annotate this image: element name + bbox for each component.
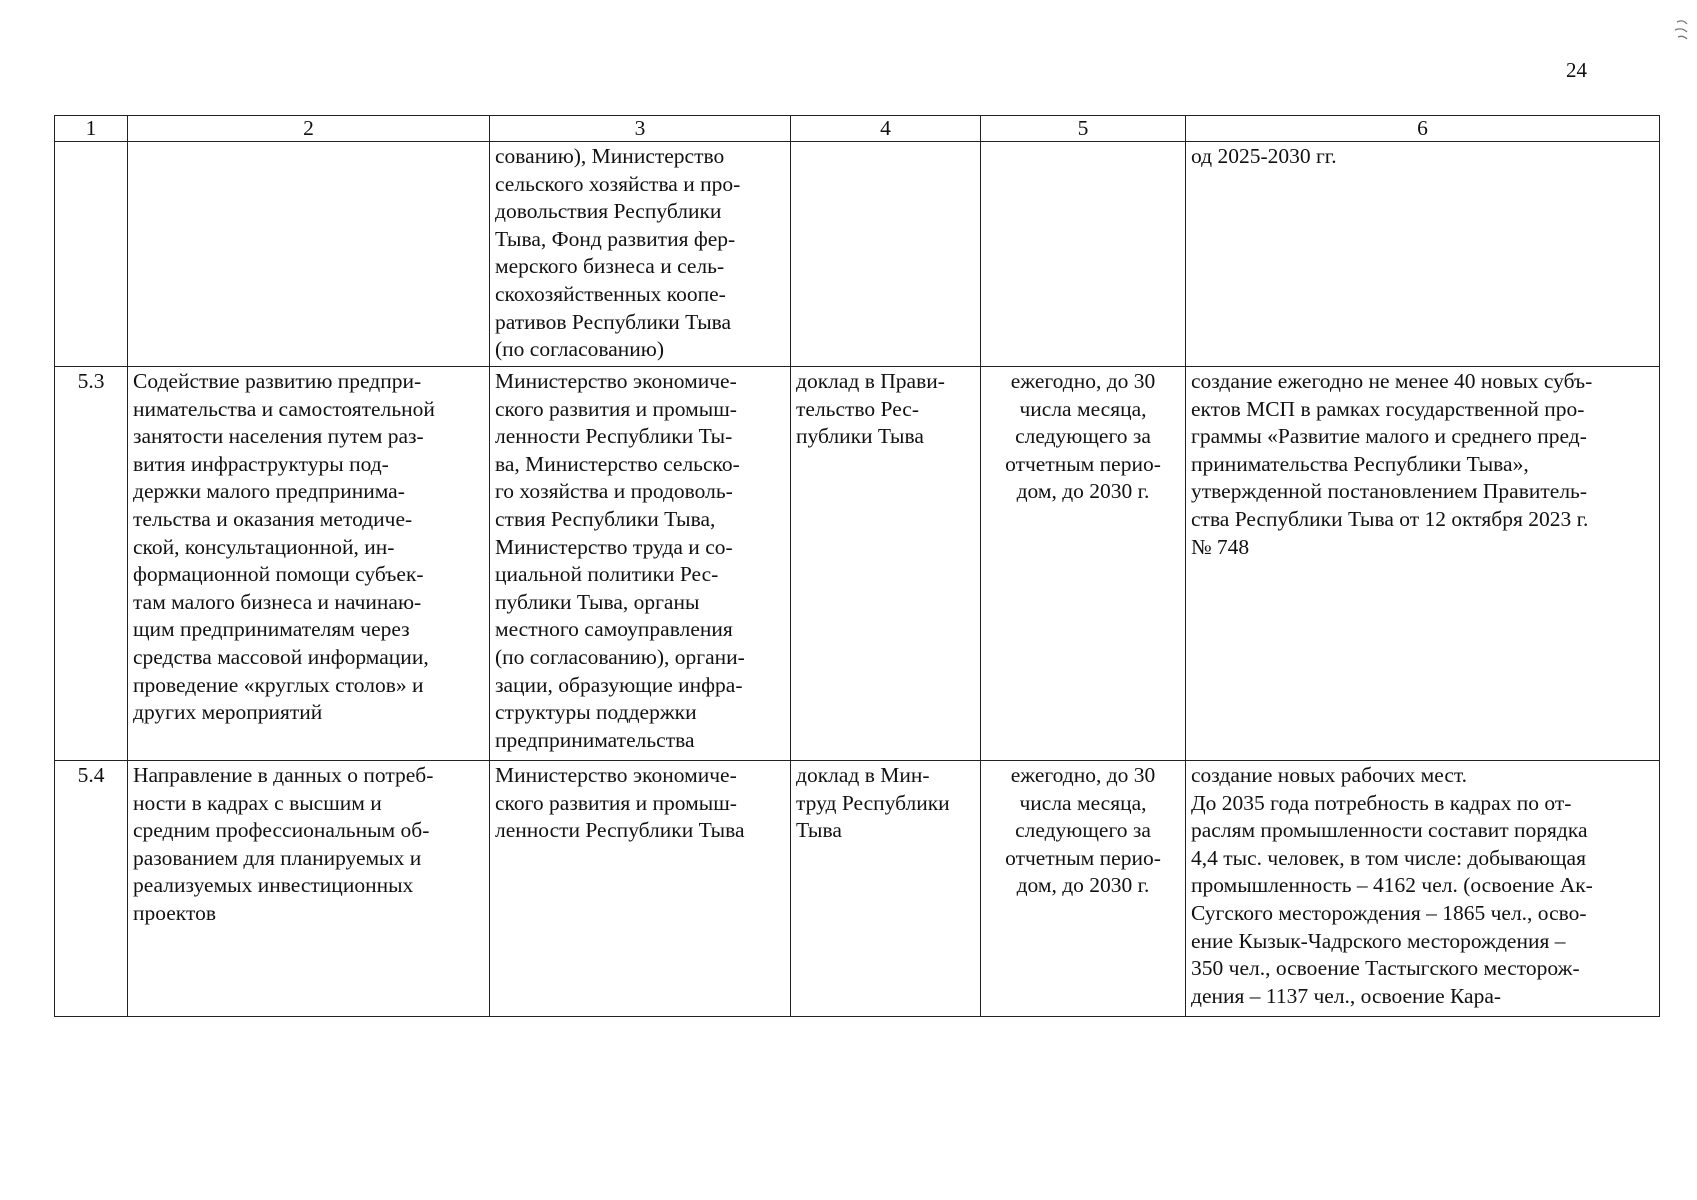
table-row bbox=[55, 142, 1660, 367]
cell-text-line: занятости населения путем раз- bbox=[133, 424, 424, 449]
cell-executors bbox=[490, 142, 791, 367]
cell-report-form bbox=[791, 367, 981, 761]
cell-deadline bbox=[981, 367, 1186, 761]
cell-text-line: скохозяйственных коопе- bbox=[495, 281, 726, 306]
cell-text-line: ствия Республики Тыва, bbox=[495, 506, 716, 531]
cell-text-line: зации, образующие инфра- bbox=[495, 672, 743, 697]
cell-text-line: местного самоуправления bbox=[495, 617, 733, 642]
cell-text-line: создание ежегодно не менее 40 новых субъ- bbox=[1191, 369, 1593, 393]
cell-text-line: дения – 1137 чел., освоение Кара- bbox=[1191, 983, 1502, 1008]
cell-text-line: го хозяйства и продоволь- bbox=[495, 479, 733, 504]
cell-text-line: ение Кызык-Чадрского месторождения – bbox=[1191, 928, 1566, 953]
cell-measure bbox=[128, 142, 490, 367]
cell-text-line: Министерство труда и со- bbox=[495, 534, 733, 559]
cell-text-line: доклад в Мин- bbox=[796, 763, 930, 787]
cell-text-line: реализуемых инвестиционных bbox=[133, 873, 414, 898]
cell-text-line: структуры поддержки bbox=[495, 700, 697, 725]
cell-text-line: тельство Рес- bbox=[796, 396, 919, 421]
cell-text-line: других мероприятий bbox=[133, 700, 323, 725]
header-col-1: 1 bbox=[55, 116, 128, 142]
cell-text-line: там малого бизнеса и начинаю- bbox=[133, 589, 422, 614]
cell-text-line: числа месяца, bbox=[1019, 790, 1147, 815]
cell-text-line: разованием для планируемых и bbox=[133, 845, 422, 870]
cell-text-line: Сугского месторождения – 1865 чел., осво- bbox=[1191, 900, 1587, 925]
cell-text-line: дом, до 2030 г. bbox=[1016, 479, 1150, 504]
cell-text-line: щим предпринимателям через bbox=[133, 617, 410, 642]
header-col-6: 6 bbox=[1186, 116, 1660, 142]
cell-executors bbox=[490, 367, 791, 761]
cell-number: 5.3 bbox=[55, 367, 128, 761]
cell-text-line: (по согласованию), органи- bbox=[495, 644, 745, 669]
cell-text-line: ленности Республики Тыва bbox=[495, 818, 745, 843]
cell-text-line: следующего за bbox=[1015, 424, 1151, 449]
cell-number: 5.4 bbox=[55, 761, 128, 1017]
cell-text-line: граммы «Развитие малого и среднего пред- bbox=[1191, 424, 1587, 449]
cell-result bbox=[1186, 761, 1660, 1017]
cell-text-line: отчетным перио- bbox=[1005, 845, 1161, 870]
header-col-5: 5 bbox=[981, 116, 1186, 142]
cell-text-line: № 748 bbox=[1191, 534, 1250, 559]
cell-text-line: дом, до 2030 г. bbox=[1016, 873, 1150, 898]
cell-deadline bbox=[981, 761, 1186, 1017]
cell-text-line: ности в кадрах с высшим и bbox=[133, 790, 382, 815]
cell-text-line: ративов Республики Тыва bbox=[495, 309, 732, 334]
cell-text-line: тельства и оказания методиче- bbox=[133, 506, 413, 531]
header-col-4: 4 bbox=[791, 116, 981, 142]
cell-report-form bbox=[791, 142, 981, 367]
cell-text-line: Министерство экономиче- bbox=[495, 763, 737, 787]
cell-text-line: ектов МСП в рамках государственной про- bbox=[1191, 396, 1585, 421]
cell-text-line: (по согласованию) bbox=[495, 337, 665, 362]
cell-text-line: ежегодно, до 30 bbox=[1010, 763, 1156, 787]
cell-text-line: ской, консультационной, ин- bbox=[133, 534, 395, 559]
cell-text-line: предпринимательства bbox=[495, 727, 695, 752]
cell-text-line: ва, Министерство сельско- bbox=[495, 451, 740, 476]
cell-text-line: сельского хозяйства и про- bbox=[495, 171, 741, 196]
cell-text-line: 350 чел., освоение Тастыгского месторож- bbox=[1191, 956, 1580, 981]
cell-text-line: од 2025-2030 гг. bbox=[1191, 144, 1337, 168]
cell-text-line: довольствия Республики bbox=[495, 199, 722, 224]
cell-text-line: циальной политики Рес- bbox=[495, 562, 719, 587]
cell-text-line: ского развития и промыш- bbox=[495, 790, 737, 815]
scan-mark bbox=[1673, 18, 1691, 44]
cell-text-line: ства Республики Тыва от 12 октября 2023 г. bbox=[1191, 506, 1589, 531]
header-col-3: 3 bbox=[490, 116, 791, 142]
cell-text-line: публики Тыва bbox=[796, 424, 924, 449]
table-row bbox=[55, 761, 1660, 1017]
cell-text-line: утвержденной постановлением Правитель- bbox=[1191, 479, 1588, 504]
cell-number bbox=[55, 142, 128, 367]
cell-text-line: ского развития и промыш- bbox=[495, 396, 737, 421]
cell-text-line: средства массовой информации, bbox=[133, 644, 429, 669]
cell-text-line: принимательства Республики Тыва», bbox=[1191, 451, 1529, 476]
cell-text-line: отчетным перио- bbox=[1005, 451, 1161, 476]
cell-text-line: формационной помощи субъек- bbox=[133, 562, 424, 587]
cell-text-line: создание новых рабочих мест. bbox=[1191, 763, 1468, 787]
cell-text-line: До 2035 года потребность в кадрах по от- bbox=[1191, 790, 1572, 815]
cell-text-line: 4,4 тыс. человек, в том числе: добывающая bbox=[1191, 845, 1586, 870]
cell-measure bbox=[128, 761, 490, 1017]
cell-text-line: держки малого предпринима- bbox=[133, 479, 405, 504]
measures-table bbox=[54, 115, 1660, 1017]
cell-text-line: вития инфраструктуры под- bbox=[133, 451, 389, 476]
cell-measure bbox=[128, 367, 490, 761]
cell-result bbox=[1186, 367, 1660, 761]
cell-text-line: мерского бизнеса и сель- bbox=[495, 254, 725, 279]
cell-text-line: Направление в данных о потреб- bbox=[133, 763, 434, 787]
cell-text-line: нимательства и самостоятельной bbox=[133, 396, 435, 421]
cell-text-line: промышленность – 4162 чел. (освоение Ак- bbox=[1191, 873, 1593, 898]
header-col-2: 2 bbox=[128, 116, 490, 142]
cell-text-line: труд Республики bbox=[796, 790, 950, 815]
cell-result bbox=[1186, 142, 1660, 367]
cell-text-line: следующего за bbox=[1015, 818, 1151, 843]
cell-text-line: проведение «круглых столов» и bbox=[133, 672, 424, 697]
cell-text-line: проектов bbox=[133, 900, 216, 925]
table-row bbox=[55, 367, 1660, 761]
cell-report-form bbox=[791, 761, 981, 1017]
header-row bbox=[55, 116, 1660, 142]
cell-text-line: публики Тыва, органы bbox=[495, 589, 700, 614]
page-number: 24 bbox=[1566, 58, 1587, 82]
cell-text-line: ежегодно, до 30 bbox=[1010, 369, 1156, 393]
cell-text-line: сованию), Министерство bbox=[495, 144, 725, 168]
cell-text-line: Министерство экономиче- bbox=[495, 369, 737, 393]
cell-text-line: числа месяца, bbox=[1019, 396, 1147, 421]
cell-executors bbox=[490, 761, 791, 1017]
cell-text-line: раслям промышленности составит порядка bbox=[1191, 818, 1588, 843]
cell-text-line: Тыва bbox=[796, 818, 842, 843]
cell-text-line: Содействие развитию предпри- bbox=[133, 369, 422, 393]
cell-deadline bbox=[981, 142, 1186, 367]
cell-text-line: доклад в Прави- bbox=[796, 369, 945, 393]
cell-text-line: средним профессиональным об- bbox=[133, 818, 430, 843]
cell-text-line: Тыва, Фонд развития фер- bbox=[495, 226, 736, 251]
cell-text-line: ленности Республики Ты- bbox=[495, 424, 733, 449]
